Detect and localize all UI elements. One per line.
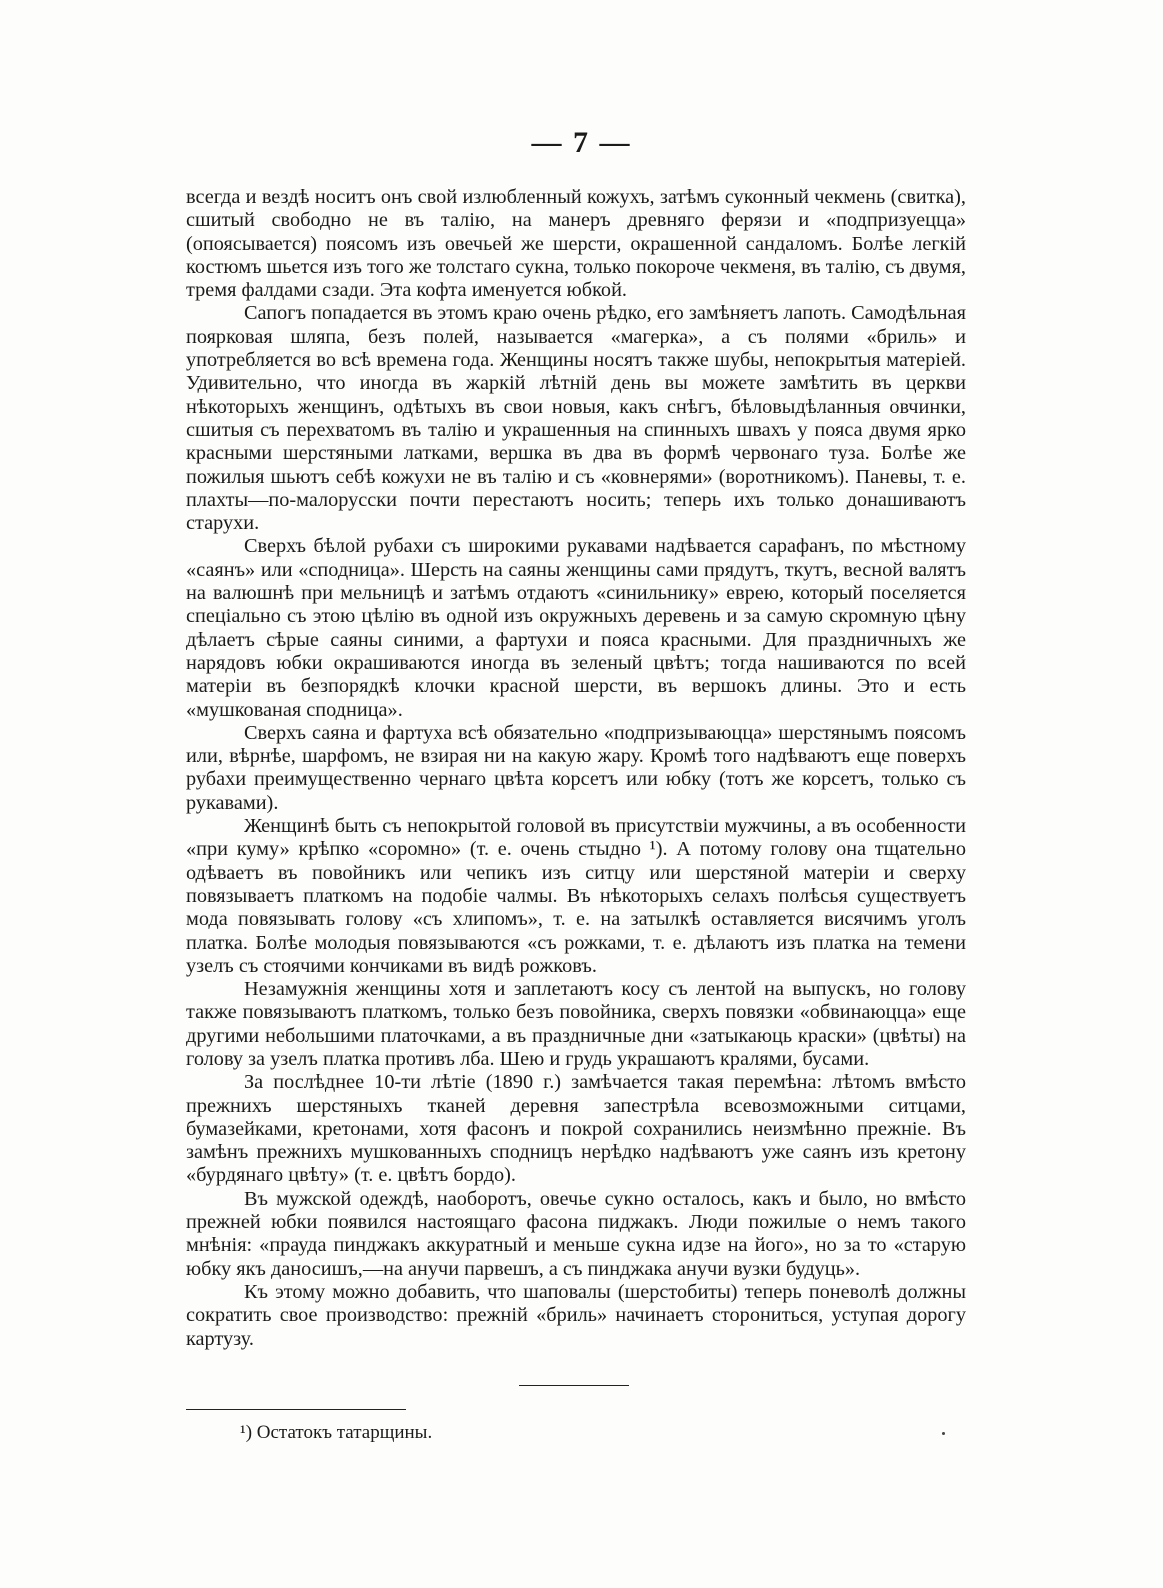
footnote [240,1422,432,1444]
paragraph-8: Въ мужской одеждѣ, наоборотъ, овечье сукно осталось, какъ и было, но вмѣсто прежней юбки появился настоящаго фасона пиджакъ. Люди пожилые о немъ такого мнѣнія: «прауда пинджакъ аккуратный и меньше сукна идзе на його», но за то «старую юбку якъ даносишъ,—на анучи парвешъ, а съ пинджака анучи вузки будуць». [186,1187,966,1280]
paragraph-7: За послѣднее 10-ти лѣтіе (1890 г.) замѣчается такая перемѣна: лѣтомъ вмѣсто прежнихъ шерстяныхъ тканей деревня запестрѣла всевозможными ситцами, бумазейками, кретонами, хотя фасонъ и покрой сохранились неизмѣнно прежніе. Въ замѣнъ прежнихъ мушкованныхъ сподницъ нерѣдко надѣваютъ уже саянъ изъ кретону «бурдянаго цвѣту» (т. е. цвѣтъ бордо). [186,1071,966,1187]
footnote-text: Остатокъ татарщины. [256,1422,433,1443]
paragraph-3: Сверхъ бѣлой рубахи съ широкими рукавами надѣвается сарафанъ, по мѣстному «саянъ» или «сподница». Шерсть на саяны женщины сами прядутъ, ткутъ, весной валятъ на валюшнѣ при мельницѣ и затѣмъ отдаютъ «синильнику» еврею, который поселяется спеціально съ этою цѣлію въ одной изъ окружныхъ деревень и за самую скромную цѣну дѣлаетъ сѣрые саяны синими, а фартухи и пояса красными. Для праздничныхъ же нарядовъ юбки окрашиваются иногда въ зеленый цвѣтъ; тогда нашиваются по всей матеріи въ безпорядкѣ клочки красной шерсти, въ вершокъ длины. Это и есть «мушкованая сподница». [186,535,966,721]
print-speck [942,1432,945,1435]
paragraph-2: Сапогъ попадается въ этомъ краю очень рѣдко, его замѣняетъ лапоть. Самодѣльная поярковая шляпа, безъ полей, называется «магерка», а съ полями «бриль» и употребляется во всѣ времена года. Женщины носятъ также шубы, непокрытыя матеріей. Удивительно, что иногда въ жаркій лѣтній день вы можете замѣтить въ церкви нѣкоторыхъ женщинъ, одѣтыхъ въ свои новыя, какъ снѣгъ, бѣловыдѣланныя овчинки, сшитыя съ перехватомъ въ талію и украшенныя на спинныхъ швахъ у пояса двумя ярко красными шерстяными латками, вершка въ два въ формѣ червонаго туза. Болѣе же пожилыя шьютъ себѣ кожухи не въ талію и съ «ковнерями» (воротникомъ). Паневы, т. е. плахты—по-малорусски почти перестаютъ носить; теперь ихъ только донашиваютъ старухи. [186,302,966,535]
paragraph-9: Къ этому можно добавить, что шаповалы (шерстобиты) теперь поневолѣ должны сократить свое производство: прежній «бриль» начинаетъ сторониться, уступая дорогу картузу. [186,1280,966,1350]
paragraph-5: Женщинѣ быть съ непокрытой головой въ присутствіи мужчины, а въ особенности «при куму» крѣпко «соромно» (т. е. очень стыдно ¹). А потому голову она тщательно одѣваетъ въ повойникъ или чепикъ изъ ситцу или шерстяной матеріи и сверху повязываетъ платкомъ на подобіе чалмы. Въ нѣкоторыхъ селахъ полѣсья существуетъ мода повязывать голову «съ хлипомъ», т. е. на затылкѣ оставляется висячимъ уголъ платка. Болѣе молодыя повязываются «съ рожками, т. е. дѣлаютъ изъ платка на темени узелъ съ стоячими кончиками въ видѣ рожковъ. [186,815,966,977]
footnote-mark: ¹) [240,1422,253,1443]
body-text [186,186,966,1351]
paragraph-4: Сверхъ саяна и фартуха всѣ обязательно «подпризываюцца» шерстянымъ поясомъ или, вѣрнѣе, шарфомъ, не взирая ни на какую жару. Кромѣ того надѣваютъ еще поверхъ рубахи преимущественно чернаго цвѣта корсетъ или юбку (тотъ же корсетъ, только съ рукавами). [186,721,966,814]
page-number: — 7 — [531,126,632,159]
section-end-rule [519,1385,629,1386]
paragraph-1: всегда и вездѣ носитъ онъ свой излюбленный кожухъ, затѣмъ суконный чекмень (свитка), сшитый свободно не въ талію, на манеръ древняго ферязи и «подпризуецца» (опоясывается) поясомъ изъ овечьей же шерсти, окрашенной сандаломъ. Болѣе легкій костюмъ шьется изъ того же толстаго сукна, только покороче чекменя, въ талію, съ двумя, тремя фалдами сзади. Эта кофта именуется юбкой. [186,186,967,302]
paragraph-6: Незамужнія женщины хотя и заплетаютъ косу съ лентой на выпускъ, но голову также повязываютъ платкомъ, только безъ повойника, сверхъ повязки «обвинаюцца» еще другими небольшими платочками, а въ праздничные дни «затыкаюць краски» (цвѣты) на голову за узелъ платка противъ лба. Шею и грудь украшаютъ кралями, бусами. [186,978,966,1070]
footnote-rule [186,1409,406,1410]
